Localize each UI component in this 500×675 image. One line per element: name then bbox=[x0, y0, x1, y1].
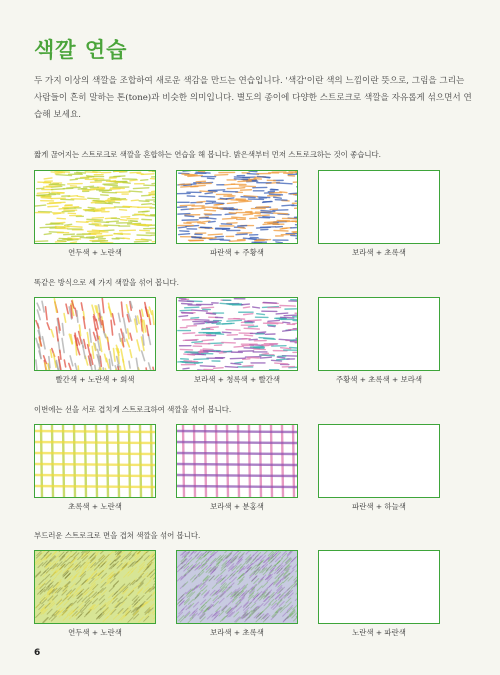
caption-4-1: 연두색 + 노란색 bbox=[68, 628, 122, 637]
swatch-4-2-blend bbox=[177, 551, 297, 623]
caption-3-3: 파란색 + 하늘색 bbox=[352, 502, 406, 511]
swatch-1-2 bbox=[176, 170, 298, 244]
swatch-1-2-strokes bbox=[177, 171, 297, 243]
swatch-1-1-strokes bbox=[35, 171, 155, 243]
caption-2-3: 주황색 + 초록색 + 보라색 bbox=[335, 375, 423, 384]
swatch-2-1-strokes bbox=[35, 298, 155, 370]
page-number: 6 bbox=[34, 648, 41, 658]
caption-2-2: 보라색 + 청록색 + 빨간색 bbox=[193, 375, 281, 384]
swatch-4-1-blend bbox=[35, 551, 155, 623]
caption-3-2: 보라색 + 분홍색 bbox=[210, 502, 264, 511]
swatch-3-1-grid bbox=[35, 425, 155, 497]
swatch-3-3-empty bbox=[318, 424, 440, 498]
swatch-3-1 bbox=[34, 424, 156, 498]
swatch-4-2 bbox=[176, 550, 298, 624]
swatch-4-3-empty bbox=[318, 550, 440, 624]
caption-1-3: 보라색 + 초록색 bbox=[352, 248, 406, 257]
swatch-2-3-empty bbox=[318, 297, 440, 371]
caption-3-1: 초록색 + 노란색 bbox=[68, 502, 122, 511]
swatch-2-2 bbox=[176, 297, 298, 371]
caption-1-2: 파란색 + 주황색 bbox=[210, 248, 264, 257]
swatch-4-1 bbox=[34, 550, 156, 624]
caption-4-3: 노란색 + 파란색 bbox=[352, 628, 406, 637]
section-1-instruction: 짧게 끊어지는 스트로크로 색깔을 혼합하는 연습을 해 봅니다. 밝은색부터 먼저 스트로크하는 것이 좋습니다. bbox=[34, 150, 382, 159]
caption-4-2: 보라색 + 초록색 bbox=[210, 628, 264, 637]
swatch-2-2-strokes bbox=[177, 298, 297, 370]
section-4-instruction: 부드러운 스트로크로 면을 겹쳐 색깔을 섞어 봅니다. bbox=[34, 531, 201, 540]
section-3-instruction: 이번에는 선을 서로 겹치게 스트로크하여 색깔을 섞어 봅니다. bbox=[34, 405, 232, 414]
caption-1-1: 연두색 + 노란색 bbox=[68, 248, 122, 257]
intro-paragraph: 두 가지 이상의 색깔을 조합하여 새로운 색감을 만드는 연습입니다. '색감'이란 색의 느낌이란 뜻으로, 그림을 그리는 사람들이 흔히 말하는 톤(tone)과 비슷한 의미입니다. 별도의 종이에 다양한 스트로크로 색깔을 자유롭게 섞으면서 연습해 보세요. bbox=[34, 76, 472, 120]
swatch-3-2-grid bbox=[177, 425, 297, 497]
swatch-1-1 bbox=[34, 170, 156, 244]
swatch-1-3-empty bbox=[318, 170, 440, 244]
swatch-3-2 bbox=[176, 424, 298, 498]
page-title: 색깔 연습 bbox=[34, 38, 128, 62]
section-2-instruction: 똑같은 방식으로 세 가지 색깔을 섞어 봅니다. bbox=[34, 278, 179, 287]
caption-2-1: 빨간색 + 노란색 + 회색 bbox=[55, 375, 135, 384]
swatch-2-1 bbox=[34, 297, 156, 371]
